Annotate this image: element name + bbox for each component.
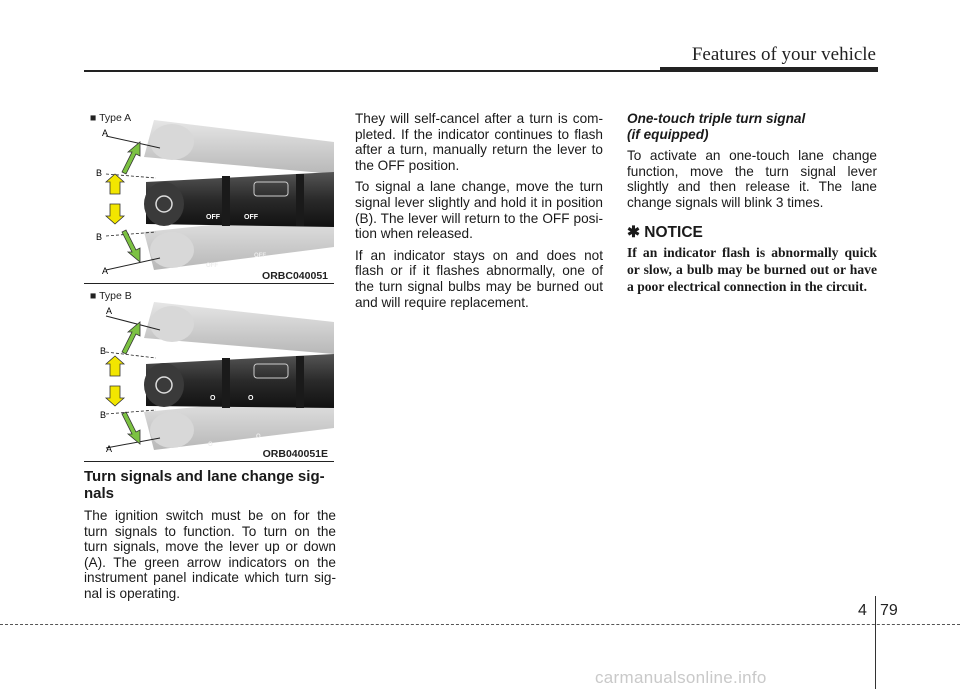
callout-label: A — [106, 444, 113, 454]
callout-label: A — [106, 306, 113, 316]
callout-label: A — [102, 266, 109, 276]
green-arrow-up-icon — [122, 142, 140, 174]
ghost-lever-up — [144, 302, 334, 354]
header-title: Features of your vehicle — [691, 44, 876, 65]
lever-illustration-a — [84, 112, 334, 282]
figure-code: ORBC040051 — [262, 270, 328, 282]
figure-type-label: ■ Type A — [90, 112, 132, 124]
callout-label: B — [96, 168, 103, 178]
switch-label: O — [248, 395, 254, 402]
switch-label: O — [210, 395, 216, 402]
body-paragraph: They will self-cancel after a turn is com- pleted. If the indicator continues to flash after a turn, manually return the lever to the OFF position. — [355, 111, 603, 173]
callout-label: A — [102, 128, 109, 138]
watermark: carmanualsonline.info — [595, 668, 767, 687]
green-arrow-down-icon — [122, 230, 140, 262]
page-number-divider — [875, 596, 876, 689]
header-rule-accent — [660, 67, 878, 72]
page-number: 79 — [880, 602, 898, 619]
yellow-arrow-down-icon — [106, 204, 124, 224]
footer-dashed-rule — [0, 624, 960, 625]
callout-label: B — [100, 346, 107, 356]
lever-illustration-b — [84, 290, 334, 460]
yellow-arrow-up-icon — [106, 174, 124, 194]
callout-line — [106, 258, 160, 270]
figure-code: ORB040051E — [262, 448, 328, 460]
switch-label: OFF — [244, 214, 258, 221]
subsection-heading-line1: One-touch triple turn signal — [627, 111, 806, 126]
figure-type-label: ■ Type B — [90, 290, 132, 302]
switch-label: OFF — [254, 253, 266, 259]
switch-label: OFF — [206, 263, 218, 269]
notice-body: If an indicator flash is abnormally quick or slow, a bulb may be burned out or have a poor electrical connection in the circuit. — [627, 245, 877, 295]
notice-title: ✱ NOTICE — [627, 223, 703, 241]
section-heading: Turn signals and lane change sig- nals — [84, 468, 325, 502]
callout-line — [106, 438, 160, 448]
middle-column — [355, 111, 603, 316]
figure-rule — [84, 461, 334, 462]
switch-label: O — [256, 434, 261, 440]
subsection-heading-line2: (if equipped) — [627, 126, 709, 142]
main-lever — [144, 354, 334, 408]
green-arrow-down-icon — [122, 412, 140, 444]
chapter-number: 4 — [858, 602, 867, 619]
yellow-arrow-down-icon — [106, 386, 124, 406]
body-paragraph: To activate an one-touch lane change function, move the turn signal lever slightly and then release it. The lane change signals will blink 3 times. — [627, 148, 877, 210]
figure-type-a — [84, 112, 334, 282]
body-paragraph: If an indicator stays on and does not flash or if it flashes abnormally, one of the turn signal bulbs may be burned out and will require replacement. — [355, 247, 603, 310]
callout-label: B — [100, 410, 107, 420]
body-paragraph: The ignition switch must be on for the turn signals to function. To turn on the turn signals, move the lever up or down (A). The green arrow indicators on the instrument panel indicate which turn sig- nal is operating. — [84, 508, 336, 601]
figure-rule — [84, 283, 334, 284]
main-lever — [144, 172, 334, 227]
callout-label: B — [96, 232, 103, 242]
subsection-heading — [627, 111, 877, 142]
yellow-arrow-up-icon — [106, 356, 124, 376]
green-arrow-up-icon — [122, 322, 140, 354]
figure-type-b — [84, 290, 334, 460]
body-paragraph: To signal a lane change, move the turn signal lever slightly and hold it in position (B). The lever will return to the OFF posi- tion when released. — [355, 179, 603, 242]
left-column — [84, 468, 336, 608]
ghost-lever-up — [144, 120, 334, 174]
switch-label: OFF — [206, 214, 220, 221]
right-column — [627, 111, 877, 301]
switch-label: O — [208, 442, 213, 448]
